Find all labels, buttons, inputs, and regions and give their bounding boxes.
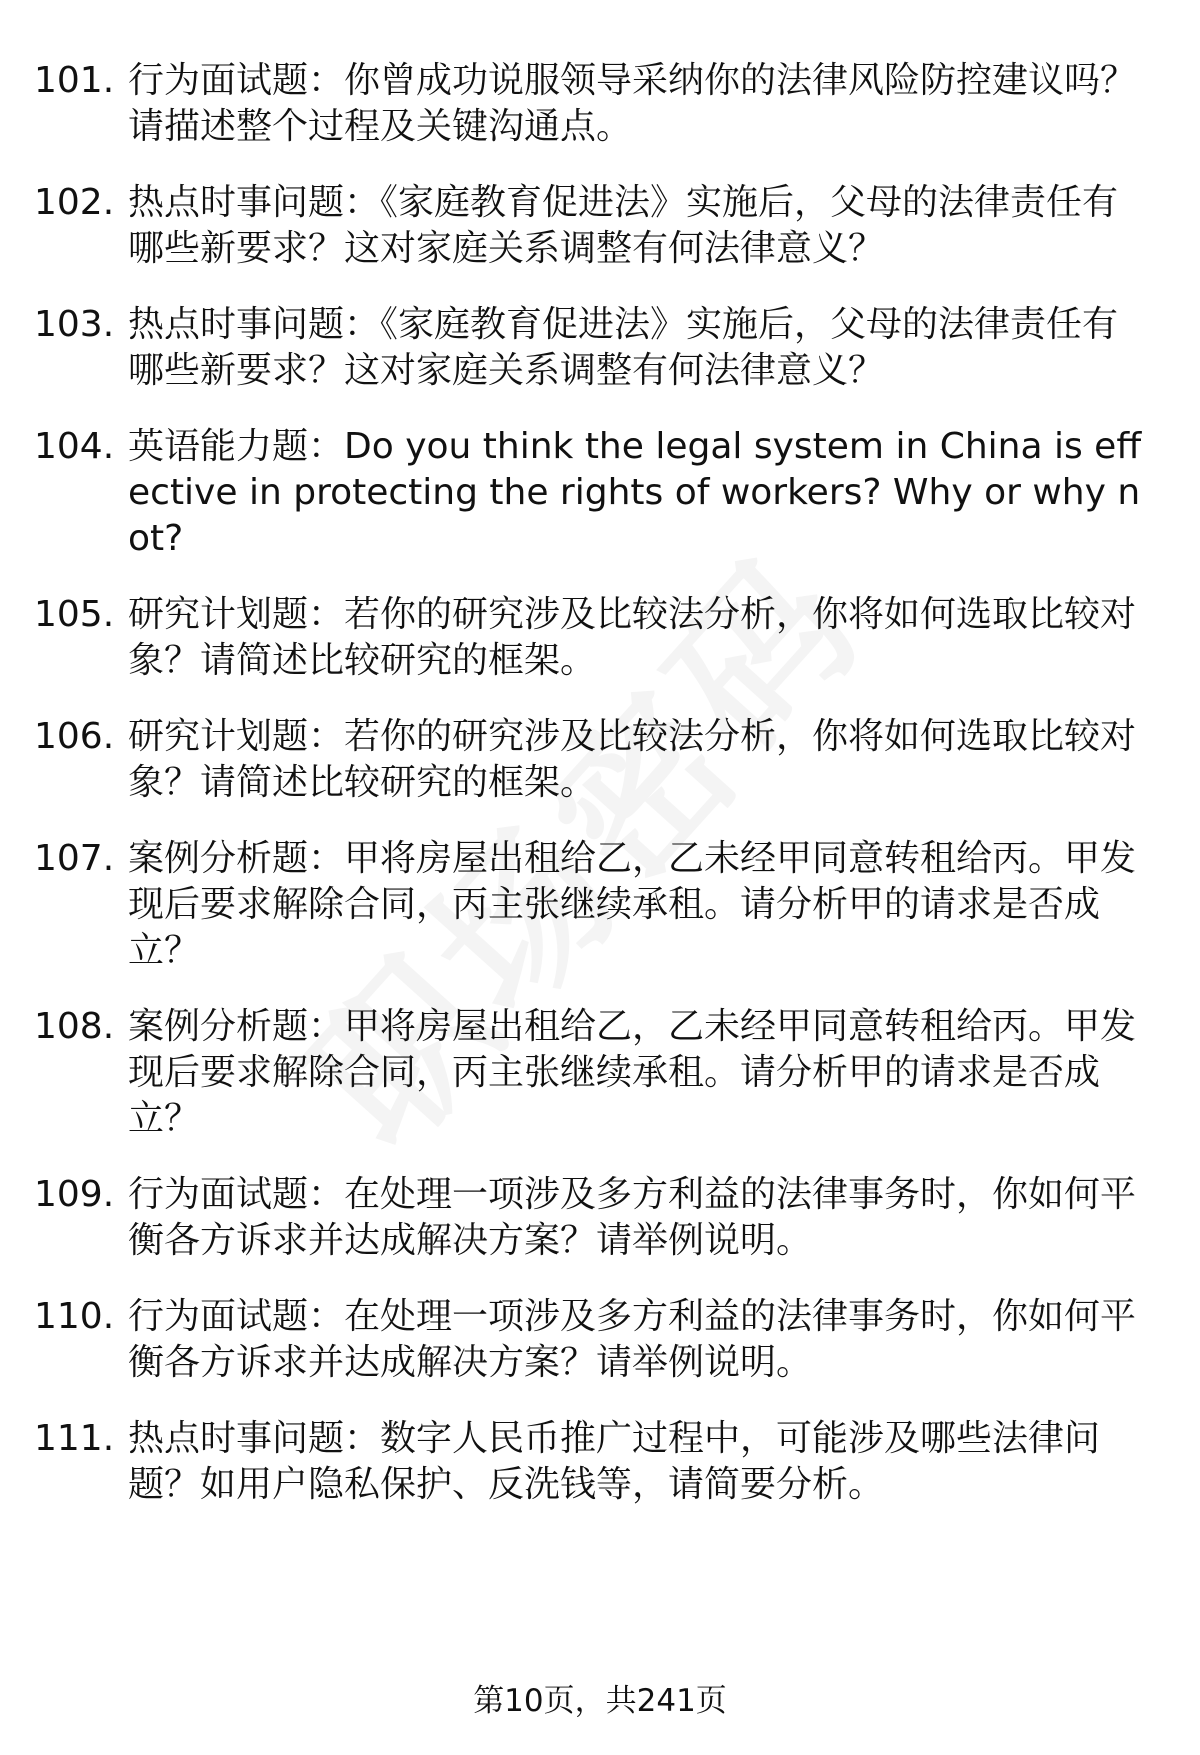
question-item <box>34 1172 1144 1264</box>
question-number: 103. <box>34 304 115 345</box>
question-text: 热点时事问题：《家庭教育促进法》实施后，父母的法律责任有哪些新要求？这对家庭关系调整有何法律意义？ <box>128 182 1119 269</box>
question-text: 案例分析题：甲将房屋出租给乙，乙未经甲同意转租给丙。甲发现后要求解除合同，丙主张继续承租。请分析甲的请求是否成立？ <box>128 1006 1137 1139</box>
question-item <box>34 1416 1144 1508</box>
question-item <box>34 1004 1144 1142</box>
question-item <box>34 424 1144 562</box>
question-number: 108. <box>34 1006 115 1047</box>
question-item <box>34 836 1144 974</box>
question-number: 110. <box>34 1296 115 1337</box>
page-footer: 第10页，共241页 <box>473 1683 727 1719</box>
question-item <box>34 58 1144 150</box>
question-number: 105. <box>34 594 115 635</box>
question-item <box>34 302 1144 394</box>
question-number: 109. <box>34 1174 115 1215</box>
question-text: 研究计划题：若你的研究涉及比较法分析，你将如何选取比较对象？请简述比较研究的框架。 <box>128 594 1137 681</box>
question-text: 案例分析题：甲将房屋出租给乙，乙未经甲同意转租给丙。甲发现后要求解除合同，丙主张继续承租。请分析甲的请求是否成立？ <box>128 838 1137 971</box>
question-text: 英语能力题：Do you think the legal system in China is effective in protecting the rights of workers? Why or why not? <box>128 426 1142 559</box>
question-item <box>34 1294 1144 1386</box>
question-item <box>34 714 1144 806</box>
question-text: 热点时事问题：数字人民币推广过程中，可能涉及哪些法律问题？如用户隐私保护、反洗钱等，请简要分析。 <box>128 1418 1101 1505</box>
question-number: 107. <box>34 838 115 879</box>
question-item <box>34 592 1144 684</box>
question-text: 行为面试题：在处理一项涉及多方利益的法律事务时，你如何平衡各方诉求并达成解决方案？请举例说明。 <box>128 1296 1137 1383</box>
question-text: 研究计划题：若你的研究涉及比较法分析，你将如何选取比较对象？请简述比较研究的框架。 <box>128 716 1137 803</box>
question-text: 热点时事问题：《家庭教育促进法》实施后，父母的法律责任有哪些新要求？这对家庭关系调整有何法律意义？ <box>128 304 1119 391</box>
question-number: 102. <box>34 182 115 223</box>
question-number: 106. <box>34 716 115 757</box>
question-number: 111. <box>34 1418 115 1459</box>
question-text: 行为面试题：在处理一项涉及多方利益的法律事务时，你如何平衡各方诉求并达成解决方案？请举例说明。 <box>128 1174 1137 1261</box>
question-item <box>34 180 1144 272</box>
question-number: 104. <box>34 426 115 467</box>
question-list <box>34 58 1144 1538</box>
question-number: 101. <box>34 60 115 101</box>
question-text: 行为面试题：你曾成功说服领导采纳你的法律风险防控建议吗？请描述整个过程及关键沟通点。 <box>128 60 1137 147</box>
